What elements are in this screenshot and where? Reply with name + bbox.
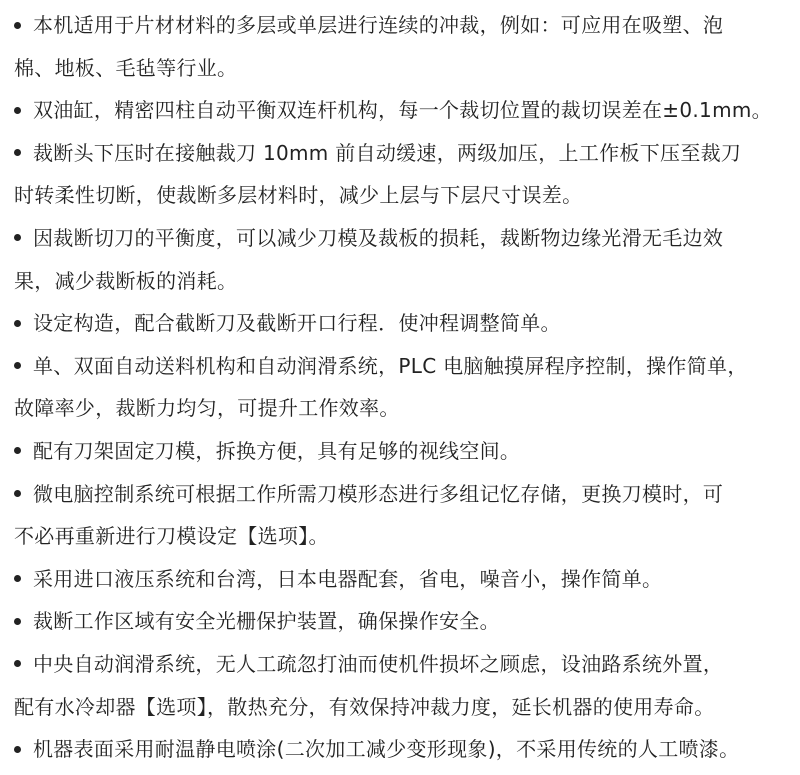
- feature-line: [14, 430, 800, 473]
- feature-line: [14, 89, 800, 132]
- feature-text: 双油缸，精密四柱自动平衡双连杆机构，每一个裁切位置的裁切误差在±0.1mm。: [33, 98, 772, 123]
- feature-text: 裁断头下压时在接触裁刀 10mm 前自动缓速，两级加压，上工作板下压至裁刀: [33, 140, 742, 165]
- feature-item: [14, 728, 800, 771]
- feature-line: [14, 387, 800, 430]
- feature-item: [14, 600, 800, 643]
- feature-item: [14, 558, 800, 601]
- feature-item: [14, 4, 800, 89]
- feature-text: 配有水冷却器【选项】，散热充分，有效保持冲裁力度，延长机器的使用寿命。: [14, 694, 715, 719]
- feature-item: [14, 132, 800, 217]
- feature-text: 配有刀架固定刀模，拆换方便，具有足够的视线空间。: [33, 438, 521, 463]
- feature-line: [14, 600, 800, 643]
- bullet-icon: [14, 149, 21, 156]
- feature-item: [14, 89, 800, 132]
- feature-line: [14, 4, 800, 47]
- feature-line: [14, 302, 800, 345]
- bullet-icon: [14, 22, 21, 29]
- feature-line: [14, 473, 800, 516]
- feature-text: 采用进口液压系统和台湾，日本电器配套，省电，噪音小，操作简单。: [33, 566, 663, 591]
- feature-text: 因裁断切刀的平衡度，可以减少刀模及裁板的损耗，裁断物边缘光滑无毛边效: [33, 225, 724, 250]
- feature-text: 故障率少，裁断力均匀，可提升工作效率。: [14, 396, 400, 421]
- feature-line: [14, 686, 800, 729]
- feature-line: [14, 132, 800, 175]
- bullet-icon: [14, 490, 21, 497]
- feature-text: 本机适用于片材材料的多层或单层进行连续的冲裁，例如：可应用在吸塑、泡: [33, 13, 724, 37]
- feature-text: 机器表面采用耐温静电喷涂(二次加工减少变形现象)，不采用传统的人工喷漆。: [33, 737, 740, 762]
- feature-text: 微电脑控制系统可根据工作所需刀模形态进行多组记忆存储，更换刀模时，可: [33, 481, 724, 506]
- feature-text: 不必再重新进行刀模设定【选项】。: [14, 524, 329, 549]
- feature-item: [14, 643, 800, 728]
- feature-line: [14, 345, 800, 388]
- feature-item: [14, 473, 800, 558]
- feature-text: 棉、地板、毛毡等行业。: [14, 55, 238, 80]
- bullet-icon: [14, 320, 21, 327]
- feature-line: [14, 47, 800, 90]
- feature-line: [14, 728, 800, 771]
- feature-text: 中央自动润滑系统，无人工疏忽打油而使机件损坏之顾虑，设油路系统外置，: [33, 651, 724, 676]
- bullet-icon: [14, 618, 21, 625]
- feature-item: [14, 430, 800, 473]
- feature-item: [14, 345, 800, 430]
- feature-text: 单、双面自动送料机构和自动润滑系统，PLC 电脑触摸屏程序控制，操作简单，: [33, 353, 748, 378]
- feature-line: [14, 643, 800, 686]
- feature-line: [14, 217, 800, 260]
- feature-item: [14, 217, 800, 302]
- bullet-icon: [14, 575, 21, 582]
- feature-line: [14, 515, 800, 558]
- feature-text: 时转柔性切断，使裁断多层材料时，减少上层与下层尺寸误差。: [14, 183, 583, 208]
- feature-item: [14, 302, 800, 345]
- feature-text: 设定构造，配合截断刀及截断开口行程．使冲程调整简单。: [33, 311, 561, 336]
- bullet-icon: [14, 107, 21, 114]
- bullet-icon: [14, 362, 21, 369]
- feature-line: [14, 558, 800, 601]
- bullet-icon: [14, 447, 21, 454]
- bullet-icon: [14, 234, 21, 241]
- bullet-icon: [14, 660, 21, 667]
- feature-line: [14, 174, 800, 217]
- feature-text: 裁断工作区域有安全光栅保护装置，确保操作安全。: [33, 609, 500, 634]
- feature-line: [14, 260, 800, 303]
- bullet-icon: [14, 746, 21, 753]
- feature-text: 果，减少裁断板的消耗。: [14, 268, 238, 293]
